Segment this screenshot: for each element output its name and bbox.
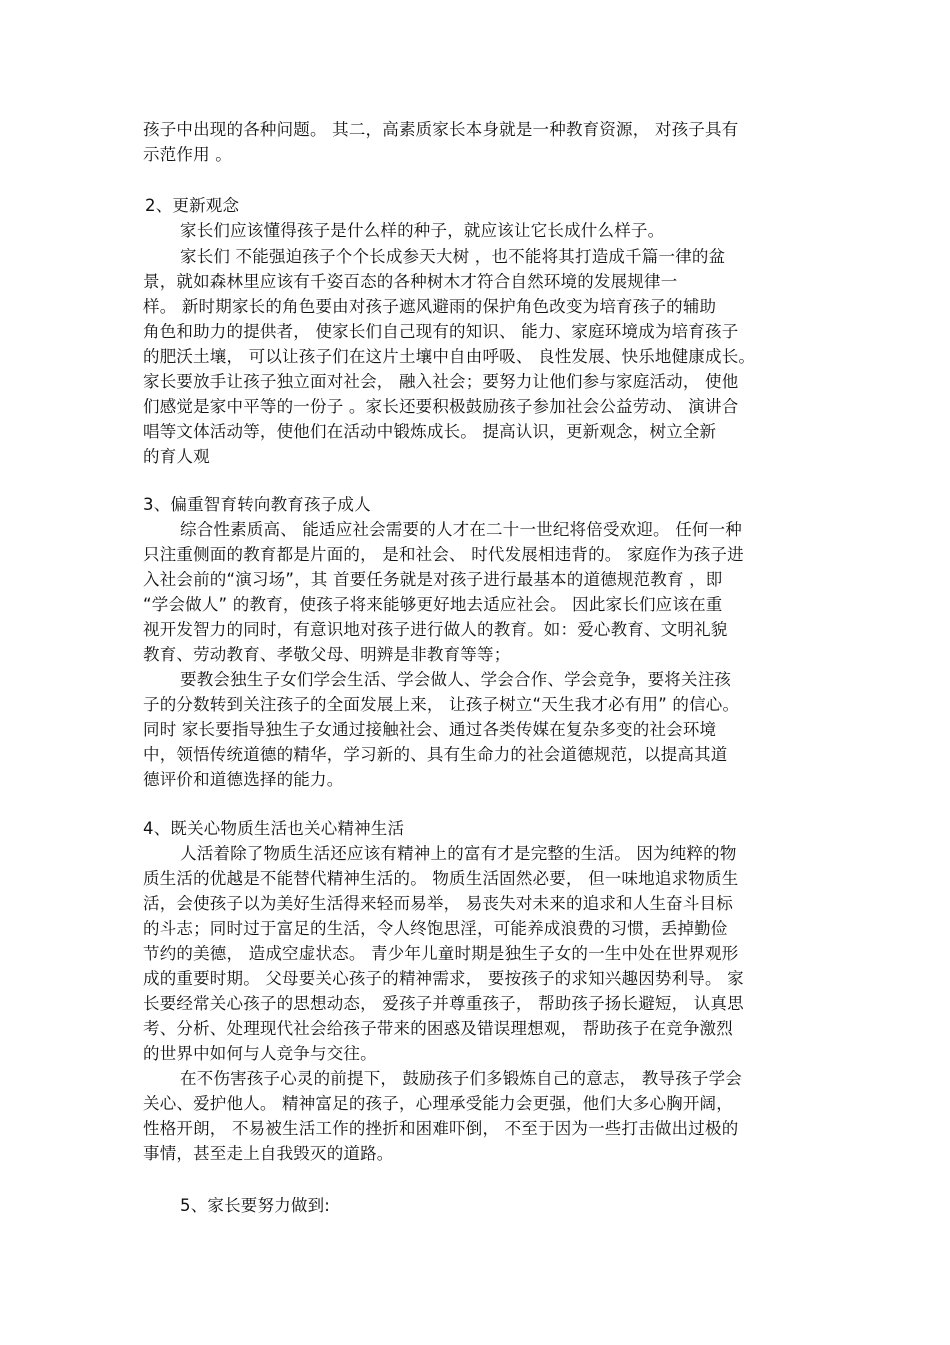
paragraph-line: 唱等文体活动等，使他们在活动中锻炼成长。 提高认识，更新观念，树立全新 xyxy=(143,422,717,441)
paragraph-line: 的肥沃土壤， 可以让孩子们在这片土壤中自由呼吸、 良性发展、快乐地健康成长。 xyxy=(143,347,756,366)
paragraph-line: 的世界中如何与人竞争与交往。 xyxy=(143,1044,377,1063)
paragraph-line: 角色和助力的提供者， 使家长们自己现有的知识、 能力、家庭环境成为培育孩子 xyxy=(143,322,739,341)
section-heading: 4、既关心物质生活也关心精神生活 xyxy=(143,819,405,838)
paragraph-line: 中，领悟传统道德的精华，学习新的、具有生命力的社会道德规范，以提高其道 xyxy=(143,745,728,764)
paragraph-line: 性格开朗， 不易被生活工作的挫折和困难吓倒， 不至于因为一些打击做出过极的 xyxy=(143,1119,739,1138)
intro-line: 孩子中出现的各种问题。 其二，高素质家长本身就是一种教育资源， 对孩子具有 xyxy=(143,120,739,139)
paragraph-line: 事情，甚至走上自我毁灭的道路。 xyxy=(143,1144,394,1163)
paragraph-line: 家长们 不能强迫孩子个个长成参天大树 ，也不能将其打造成千篇一律的盆 xyxy=(180,247,726,266)
paragraph-line: 只注重侧面的教育都是片面的， 是和社会、 时代发展相违背的。 家庭作为孩子进 xyxy=(143,545,744,564)
paragraph-line: 关心、爱护他人。 精神富足的孩子，心理承受能力会更强，他们大多心胸开阔， xyxy=(143,1094,733,1113)
paragraph-line: 成的重要时期。 父母要关心孩子的精神需求， 要按孩子的求知兴趣因势利导。 家 xyxy=(143,969,744,988)
paragraph-line: 要教会独生子女们学会生活、学会做人、学会合作、学会竞争，要将关注孩 xyxy=(180,670,732,689)
paragraph-line: 家长们应该懂得孩子是什么样的种子，就应该让它长成什么样子。 xyxy=(180,221,665,240)
paragraph-line: 们感觉是家中平等的一份子 。家长还要积极鼓励孩子参加社会公益劳动、 演讲合 xyxy=(143,397,739,416)
section-heading: 5、家长要努力做到: xyxy=(180,1196,331,1215)
paragraph-line: 的育人观 xyxy=(143,447,210,466)
section-heading: 3、偏重智育转向教育孩子成人 xyxy=(143,495,371,514)
paragraph-line: 人活着除了物质生活还应该有精神上的富有才是完整的生活。 因为纯粹的物 xyxy=(180,844,737,863)
paragraph-line: 家长要放手让孩子独立面对社会， 融入社会；要努力让他们参与家庭活动， 使他 xyxy=(143,372,739,391)
intro-line: 示范作用 。 xyxy=(143,145,232,164)
paragraph-line: 景，就如森林里应该有千姿百态的各种树木才符合自然环境的发展规律一 xyxy=(143,272,678,291)
paragraph-line: 综合性素质高、 能适应社会需要的人才在二十一世纪将倍受欢迎。 任何一种 xyxy=(180,520,742,539)
paragraph-line: 子的分数转到关注孩子的全面发展上来， 让孩子树立“天生我才必有用” 的信心。 xyxy=(143,695,740,714)
paragraph-line: 质生活的优越是不能替代精神生活的。 物质生活固然必要， 但一味地追求物质生 xyxy=(143,869,739,888)
paragraph-line: 的斗志；同时过于富足的生活，令人终饱思淫，可能养成浪费的习惯，丢掉勤俭 xyxy=(143,919,728,938)
paragraph-line: 活，会使孩子以为美好生活得来轻而易举， 易丧失对未来的追求和人生奋斗目标 xyxy=(143,894,733,913)
paragraph-line: 同时 家长要指导独生子女通过接触社会、通过各类传媒在复杂多变的社会环境 xyxy=(143,720,717,739)
paragraph-line: 入社会前的“演习场”，其 首要任务就是对孩子进行最基本的道德规范教育 ，即 xyxy=(143,570,723,589)
paragraph-line: 教育、劳动教育、孝敬父母、明辨是非教育等等； xyxy=(143,645,511,664)
paragraph-line: 样。 新时期家长的角色要由对孩子遮风避雨的保护角色改变为培育孩子的辅助 xyxy=(143,297,717,316)
paragraph-line: 视开发智力的同时，有意识地对孩子进行做人的教育。如：爱心教育、文明礼貌 xyxy=(143,620,728,639)
paragraph-line: 节约的美德， 造成空虚状态。 青少年儿童时期是独生子女的一生中处在世界观形 xyxy=(143,944,739,963)
section-heading: 2、更新观念 xyxy=(145,196,240,215)
paragraph-line: “学会做人” 的教育，使孩子将来能够更好地去适应社会。 因此家长们应该在重 xyxy=(143,595,723,614)
paragraph-line: 德评价和道德选择的能力。 xyxy=(143,770,344,789)
paragraph-line: 考、分析、处理现代社会给孩子带来的困惑及错误理想观， 帮助孩子在竞争激烈 xyxy=(143,1019,733,1038)
paragraph-line: 在不伤害孩子心灵的前提下， 鼓励孩子们多锻炼自己的意志， 教导孩子学会 xyxy=(180,1069,742,1088)
paragraph-line: 长要经常关心孩子的思想动态， 爱孩子并尊重孩子， 帮助孩子扬长避短， 认真思 xyxy=(143,994,744,1013)
